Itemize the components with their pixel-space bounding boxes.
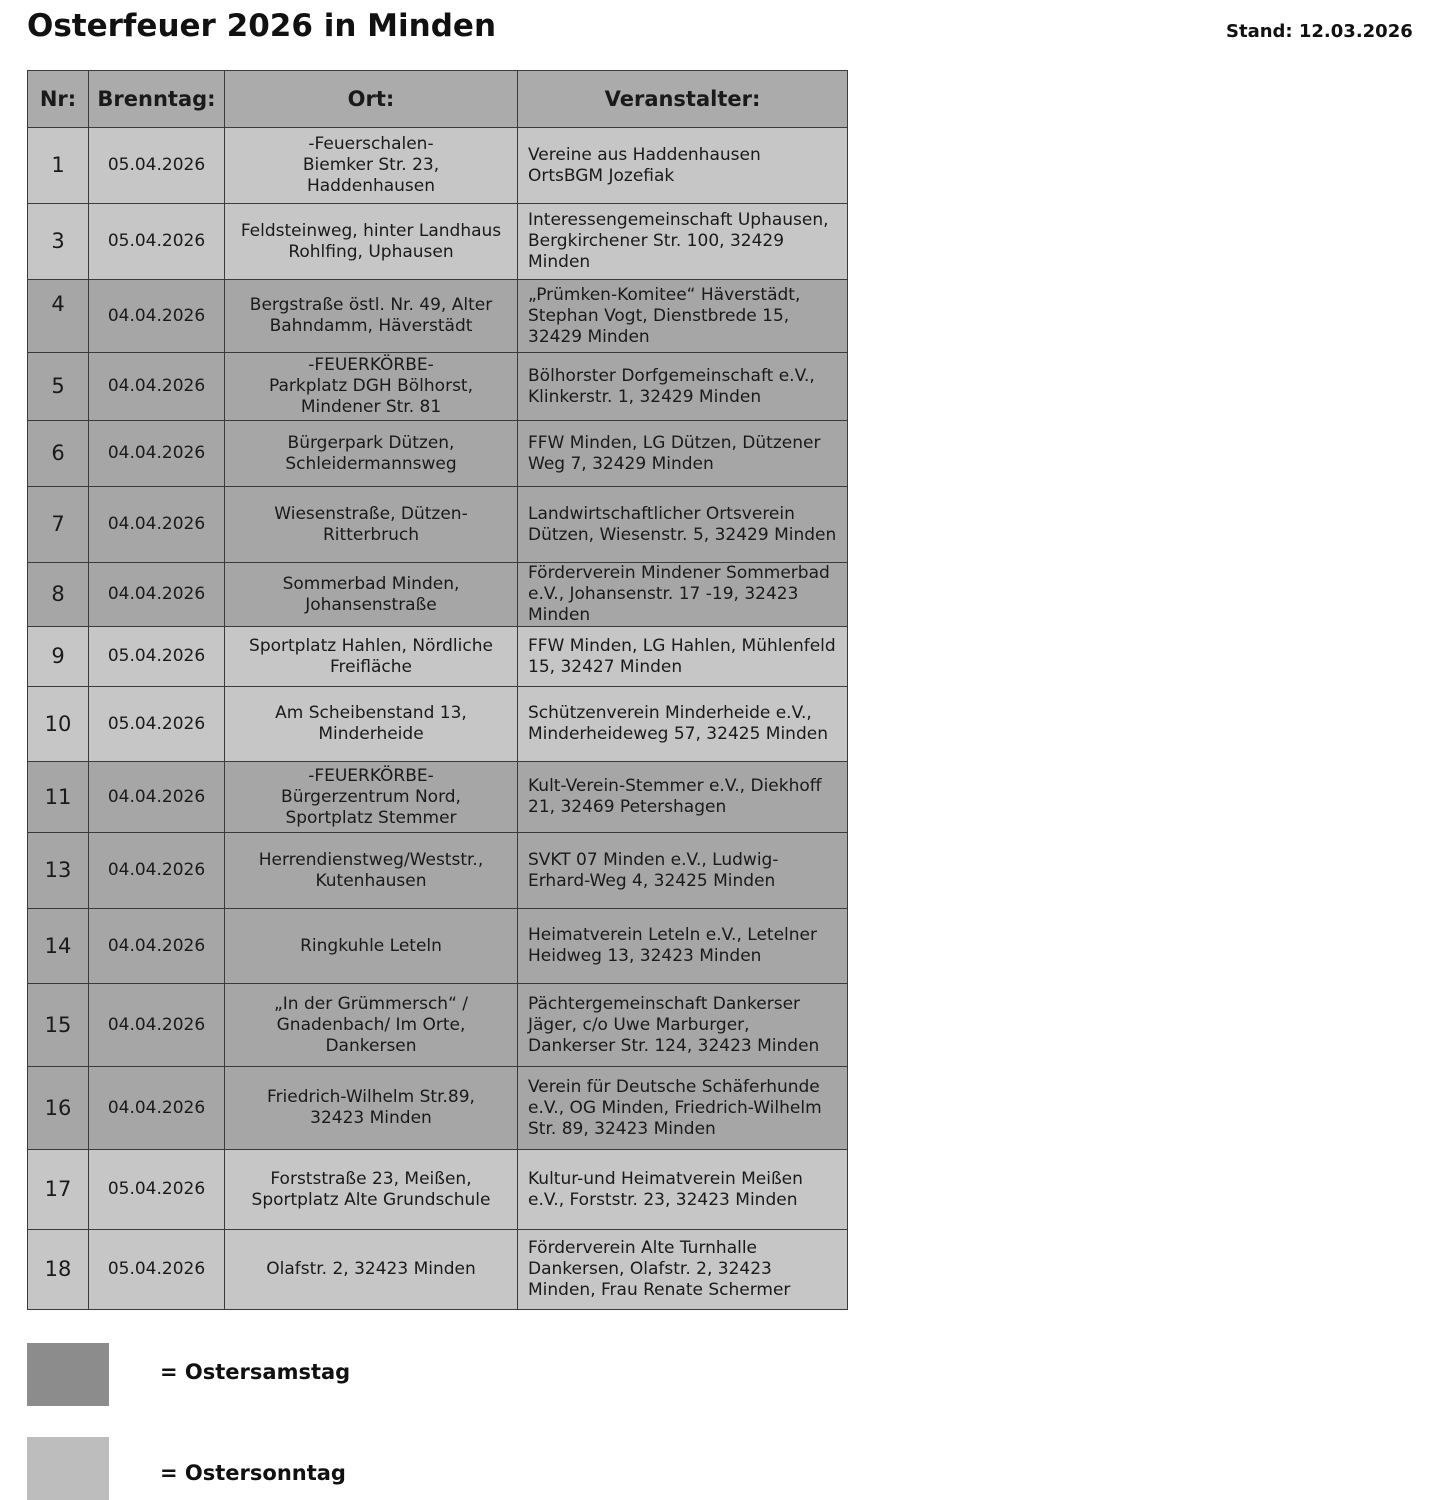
ort-line: Olafstr. 2, 32423 Minden — [266, 1259, 476, 1279]
cell-veranstalter — [518, 627, 848, 687]
ort-line: Minderheide — [318, 724, 424, 744]
ort-line: Forststraße 23, Meißen, — [270, 1168, 472, 1189]
cell-ort — [225, 353, 518, 421]
legend-swatch-saturday — [27, 1343, 109, 1406]
cell-veranstalter — [518, 280, 848, 353]
ort-line: 32423 Minden — [310, 1108, 432, 1128]
veranstalter-line: Landwirtschaftlicher Ortsverein — [528, 503, 795, 524]
cell-veranstalter — [518, 1150, 848, 1230]
ort-line: Haddenhausen — [306, 176, 436, 196]
veranstalter-line: 15, 32427 Minden — [528, 656, 683, 677]
cell-nr: 6 — [28, 421, 89, 487]
cell-ort — [225, 1230, 518, 1310]
table-row — [28, 487, 848, 563]
ort-line: Ringkuhle Leteln — [300, 935, 442, 956]
column-header-ort: Ort: — [225, 71, 518, 128]
table-row — [28, 204, 848, 280]
veranstalter-line: Dankerser Str. 124, 32423 Minden — [528, 1035, 820, 1056]
ort-line: Mindener Str. 81 — [300, 397, 442, 417]
ort-line: Am Scheibenstand 13, — [275, 703, 467, 723]
cell-brenntag: 05.04.2026 — [89, 1230, 225, 1310]
veranstalter-line: e.V., OG Minden, Friedrich-Wilhelm — [528, 1097, 822, 1118]
osterfeuer-table — [27, 70, 848, 1310]
cell-veranstalter — [518, 909, 848, 984]
veranstalter-line: Minden, Frau Renate Schermer — [528, 1280, 791, 1300]
cell-veranstalter — [518, 563, 848, 627]
cell-ort — [225, 762, 518, 833]
table-row — [28, 762, 848, 833]
cell-nr: 1 — [28, 128, 89, 204]
table-row — [28, 1150, 848, 1230]
veranstalter-line: „Prümken-Komitee“ Häverstädt, — [528, 284, 801, 305]
cell-veranstalter — [518, 984, 848, 1067]
cell-brenntag: 05.04.2026 — [89, 128, 225, 204]
cell-brenntag: 04.04.2026 — [89, 833, 225, 909]
ort-line: Dankersen — [325, 1035, 417, 1056]
cell-ort — [225, 687, 518, 762]
table-row — [28, 833, 848, 909]
cell-veranstalter — [518, 762, 848, 833]
cell-brenntag: 05.04.2026 — [89, 204, 225, 280]
cell-ort — [225, 563, 518, 627]
cell-brenntag: 04.04.2026 — [89, 909, 225, 984]
cell-veranstalter — [518, 421, 848, 487]
table-row — [28, 353, 848, 421]
veranstalter-line: 32429 Minden — [528, 326, 650, 347]
table-row — [28, 909, 848, 984]
column-header-nr: Nr: — [28, 71, 89, 128]
veranstalter-line: Verein für Deutsche Schäferhunde — [528, 1076, 820, 1097]
cell-ort — [225, 1150, 518, 1230]
cell-nr: 3 — [28, 204, 89, 280]
veranstalter-line: Minden — [528, 252, 591, 272]
cell-veranstalter — [518, 487, 848, 563]
cell-ort — [225, 984, 518, 1067]
cell-ort — [225, 204, 518, 280]
table-row — [28, 563, 848, 627]
ort-line: Bürgerpark Dützen, — [287, 432, 455, 453]
ort-line: Sommerbad Minden, — [282, 573, 460, 594]
ort-line: Gnadenbach/ Im Orte, — [276, 1014, 466, 1035]
veranstalter-line: FFW Minden, LG Hahlen, Mühlenfeld — [528, 635, 836, 656]
cell-veranstalter — [518, 1230, 848, 1310]
ort-line: Kutenhausen — [315, 870, 427, 891]
table-header-row — [28, 71, 848, 128]
veranstalter-line: Str. 89, 32423 Minden — [528, 1118, 716, 1139]
veranstalter-line: Heidweg 13, 32423 Minden — [528, 946, 762, 966]
veranstalter-line: Bölhorster Dorfgemeinschaft e.V., — [528, 365, 815, 386]
veranstalter-line: OrtsBGM Jozefiak — [528, 165, 675, 186]
ort-line: Bergstraße östl. Nr. 49, Alter — [249, 295, 493, 315]
veranstalter-line: Erhard-Weg 4, 32425 Minden — [528, 870, 776, 891]
column-header-veranstalter: Veranstalter: — [518, 71, 848, 128]
table-row — [28, 1067, 848, 1150]
veranstalter-line: 21, 32469 Petershagen — [528, 797, 727, 817]
cell-nr: 16 — [28, 1067, 89, 1150]
cell-ort — [225, 909, 518, 984]
veranstalter-line: Dankersen, Olafstr. 2, 32423 — [528, 1259, 772, 1279]
table-row — [28, 421, 848, 487]
veranstalter-line: Jäger, c/o Uwe Marburger, — [528, 1014, 750, 1035]
status-date: Stand: 12.03.2026 — [1226, 21, 1413, 42]
cell-ort — [225, 833, 518, 909]
cell-ort — [225, 280, 518, 353]
cell-brenntag: 04.04.2026 — [89, 984, 225, 1067]
ort-line: Bürgerzentrum Nord, — [281, 786, 461, 807]
veranstalter-line: Minden — [528, 605, 591, 625]
ort-line: Parkplatz DGH Bölhorst, — [269, 376, 473, 396]
veranstalter-line: Minderheideweg 57, 32425 Minden — [528, 724, 828, 744]
veranstalter-line: Weg 7, 32429 Minden — [528, 453, 714, 474]
ort-line: Sportplatz Alte Grundschule — [251, 1189, 491, 1210]
veranstalter-line: Dützen, Wiesenstr. 5, 32429 Minden — [528, 524, 837, 545]
cell-brenntag: 05.04.2026 — [89, 627, 225, 687]
cell-veranstalter — [518, 833, 848, 909]
cell-ort — [225, 1067, 518, 1150]
ort-line: Herrendienstweg/Weststr., — [258, 849, 484, 870]
ort-line: Friedrich-Wilhelm Str.89, — [267, 1087, 475, 1107]
cell-nr: 14 — [28, 909, 89, 984]
veranstalter-line: FFW Minden, LG Dützen, Dützener — [528, 432, 821, 453]
cell-veranstalter — [518, 353, 848, 421]
cell-nr: 10 — [28, 687, 89, 762]
table-row — [28, 984, 848, 1067]
ort-line: Ritterbruch — [323, 524, 419, 545]
cell-nr: 5 — [28, 353, 89, 421]
table-body — [28, 128, 848, 1310]
cell-brenntag: 04.04.2026 — [89, 280, 225, 353]
cell-ort — [225, 487, 518, 563]
veranstalter-line: Klinkerstr. 1, 32429 Minden — [528, 386, 762, 407]
cell-nr: 9 — [28, 627, 89, 687]
ort-line: Freifläche — [329, 656, 413, 677]
ort-line: Wiesenstraße, Dützen- — [274, 503, 468, 524]
cell-ort — [225, 627, 518, 687]
cell-brenntag: 04.04.2026 — [89, 1067, 225, 1150]
veranstalter-line: SVKT 07 Minden e.V., Ludwig- — [528, 849, 779, 870]
cell-brenntag: 04.04.2026 — [89, 563, 225, 627]
cell-nr: 11 — [28, 762, 89, 833]
table-row — [28, 627, 848, 687]
cell-brenntag: 04.04.2026 — [89, 487, 225, 563]
legend-label-saturday: = Ostersamstag — [160, 1360, 351, 1384]
ort-line: -FEUERKÖRBE- — [308, 765, 434, 786]
cell-veranstalter — [518, 1067, 848, 1150]
legend-swatch-sunday — [27, 1437, 109, 1500]
ort-line: „In der Grümmersch“ / — [273, 993, 469, 1014]
ort-line: Johansenstraße — [305, 594, 437, 615]
cell-brenntag: 04.04.2026 — [89, 421, 225, 487]
cell-brenntag: 05.04.2026 — [89, 687, 225, 762]
ort-line: Sportplatz Hahlen, Nördliche — [249, 635, 493, 656]
cell-veranstalter — [518, 128, 848, 204]
column-header-date: Brenntag: — [89, 71, 225, 128]
veranstalter-line: Stephan Vogt, Dienstbrede 15, — [528, 305, 790, 326]
veranstalter-line: Schützenverein Minderheide e.V., — [528, 703, 812, 723]
table-row — [28, 687, 848, 762]
veranstalter-line: Pächtergemeinschaft Dankerser — [528, 993, 801, 1014]
veranstalter-line: Interessengemeinschaft Uphausen, — [528, 210, 829, 230]
cell-nr: 18 — [28, 1230, 89, 1310]
cell-nr: 4 — [28, 280, 89, 353]
veranstalter-line: Heimatverein Leteln e.V., Letelner — [528, 925, 817, 945]
cell-veranstalter — [518, 204, 848, 280]
ort-line: Schleidermannsweg — [285, 453, 457, 474]
cell-brenntag: 04.04.2026 — [89, 762, 225, 833]
ort-line: Feldsteinweg, hinter Landhaus — [240, 220, 502, 241]
ort-line: Bahndamm, Häverstädt — [269, 316, 473, 336]
veranstalter-line: Förderverein Mindener Sommerbad — [528, 563, 830, 583]
veranstalter-line: Vereine aus Haddenhausen — [528, 144, 761, 165]
cell-ort — [225, 421, 518, 487]
ort-line: Biemker Str. 23, — [302, 155, 440, 175]
table-row — [28, 280, 848, 353]
cell-ort — [225, 128, 518, 204]
cell-nr: 17 — [28, 1150, 89, 1230]
table-row — [28, 1230, 848, 1310]
cell-brenntag: 05.04.2026 — [89, 1150, 225, 1230]
veranstalter-line: Kult-Verein-Stemmer e.V., Diekhoff — [528, 776, 822, 796]
cell-nr: 15 — [28, 984, 89, 1067]
page-title: Osterfeuer 2026 in Minden — [27, 8, 497, 44]
veranstalter-line: Förderverein Alte Turnhalle — [528, 1238, 758, 1258]
veranstalter-line: Kultur-und Heimatverein Meißen — [528, 1168, 803, 1189]
cell-veranstalter — [518, 687, 848, 762]
table-row — [28, 128, 848, 204]
ort-line: Rohlfing, Uphausen — [288, 241, 454, 262]
ort-line: -Feuerschalen- — [308, 134, 434, 154]
cell-brenntag: 04.04.2026 — [89, 353, 225, 421]
veranstalter-line: Bergkirchener Str. 100, 32429 — [528, 231, 785, 251]
legend-label-sunday: = Ostersonntag — [160, 1461, 346, 1485]
veranstalter-line: e.V., Johansenstr. 17 -19, 32423 — [528, 584, 799, 604]
veranstalter-line: e.V., Forststr. 23, 32423 Minden — [528, 1189, 798, 1210]
cell-nr: 7 — [28, 487, 89, 563]
cell-nr: 13 — [28, 833, 89, 909]
cell-nr: 8 — [28, 563, 89, 627]
ort-line: Sportplatz Stemmer — [285, 807, 457, 828]
ort-line: -FEUERKÖRBE- — [308, 355, 434, 375]
